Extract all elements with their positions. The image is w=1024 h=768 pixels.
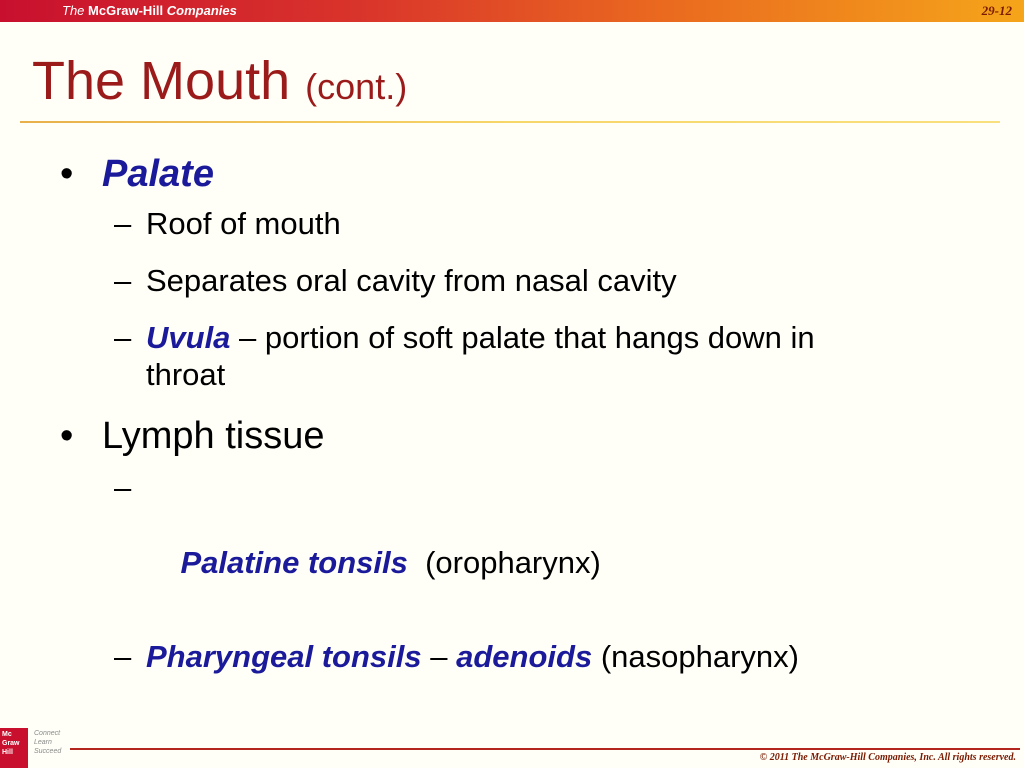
subitem-term-2: adenoids (456, 638, 593, 674)
tagline-line: Succeed (34, 748, 62, 755)
title-suffix: (cont.) (305, 66, 408, 107)
slide-content (58, 153, 958, 675)
bullet-dot-icon: • (60, 153, 74, 195)
brand-suffix: Companies (166, 3, 237, 18)
dash-icon: – (114, 262, 132, 298)
tagline-line: Connect (34, 730, 61, 737)
subitem-uvula (58, 319, 866, 393)
footer-rule (70, 748, 1020, 750)
dash-icon: – (114, 638, 132, 674)
mcgraw-hill-logo (0, 728, 28, 768)
title-main: The Mouth (32, 51, 291, 111)
subitem-term: Uvula (146, 320, 231, 356)
brand-logo (62, 3, 237, 18)
subitem-palatine (58, 469, 958, 618)
bullet-dot-icon: • (60, 415, 74, 458)
subitem-text: (nasopharynx) (592, 638, 799, 674)
slide-number: 29-12 (981, 3, 1012, 18)
logo-line: Hill (2, 749, 13, 756)
subitem-text: – portion of soft palate that hangs down in throat (146, 320, 815, 393)
dash-icon: – (114, 320, 132, 356)
subitem-pharyngeal (58, 638, 806, 675)
bullet-label: Lymph tissue (102, 415, 325, 458)
subitem-mid: – (421, 638, 457, 674)
logo-line: Mc (2, 731, 12, 738)
bullet-label: Palate (102, 153, 214, 195)
logo-line: Graw (2, 740, 20, 747)
bullet-palate (58, 153, 958, 197)
header-bar (0, 0, 1024, 22)
tagline (34, 729, 61, 756)
dash-icon: – (114, 470, 132, 506)
subitem-term: Palatine tonsils (180, 544, 408, 580)
subitem-text: Separates oral cavity from nasal cavity (146, 262, 677, 298)
slide-title (32, 52, 407, 111)
subitem-roof (58, 205, 958, 242)
brand-prefix: The (62, 3, 85, 18)
subitem-term: Pharyngeal tonsils (146, 638, 422, 674)
title-underline (20, 121, 1000, 123)
subitem-text: (oropharynx) (407, 544, 601, 580)
bullet-lymph (58, 415, 958, 459)
subitem-separates (58, 262, 958, 299)
dash-icon: – (114, 205, 132, 241)
subitem-text: Roof of mouth (146, 205, 341, 241)
copyright-notice: © 2011 The McGraw-Hill Companies, Inc. All rights reserved. (759, 752, 1016, 763)
brand-name: McGraw-Hill (88, 3, 164, 18)
tagline-line: Learn (34, 739, 52, 746)
